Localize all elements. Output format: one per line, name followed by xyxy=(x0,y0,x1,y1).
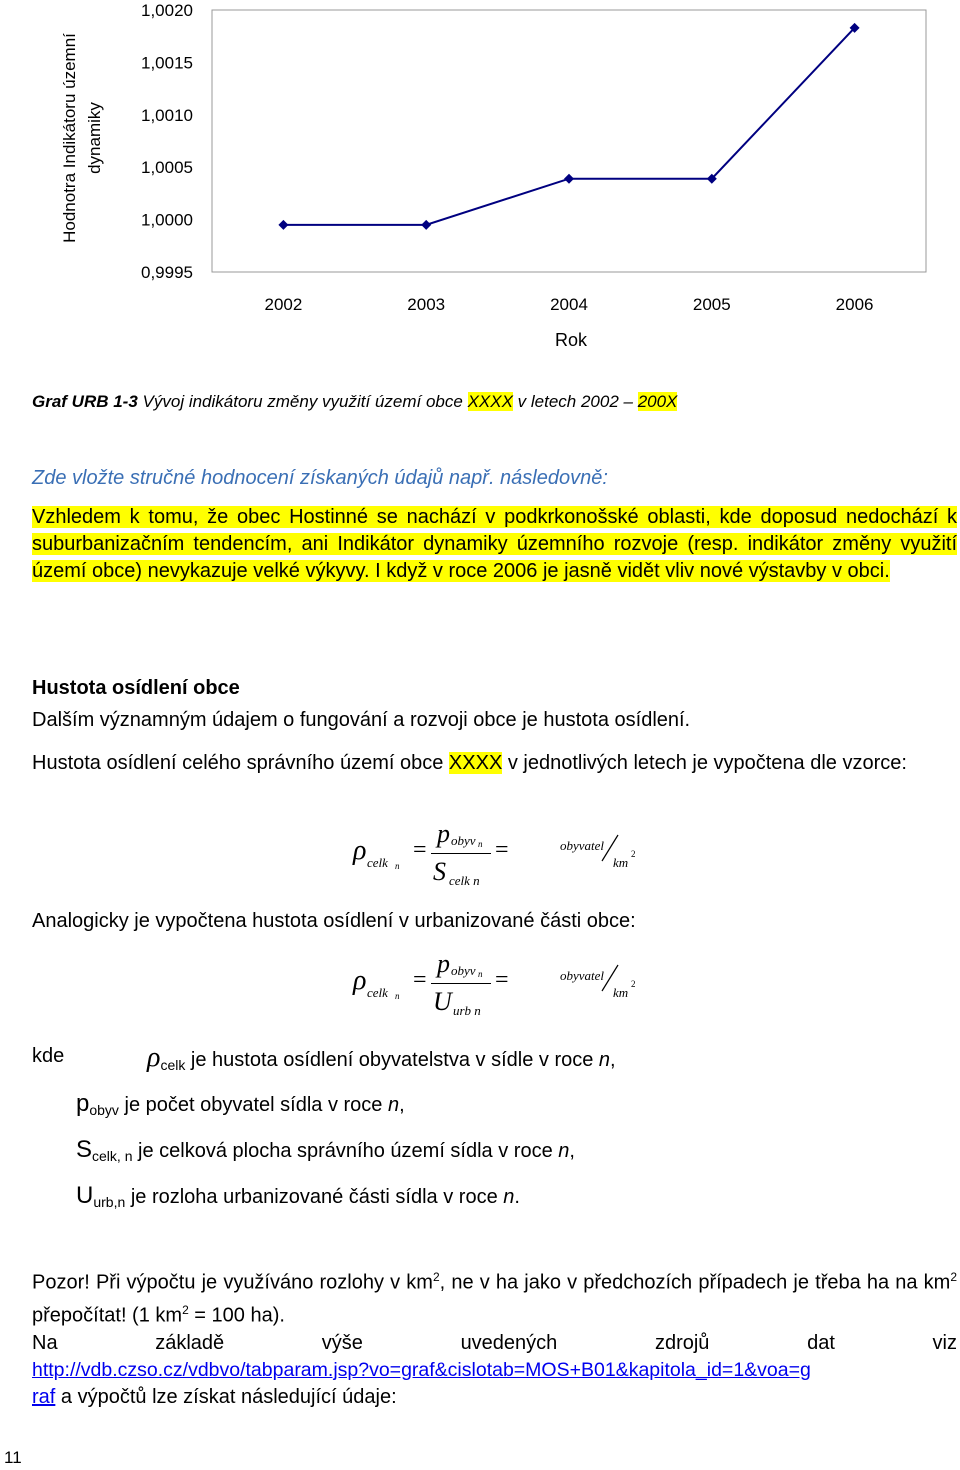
sources-word: dat xyxy=(807,1332,835,1354)
equals-sign: = xyxy=(413,837,427,863)
rho-subscript-n: n xyxy=(395,861,400,871)
series-line xyxy=(283,28,854,225)
numerator-subscript: obyv xyxy=(451,963,476,978)
rho-symbol: ρ xyxy=(353,965,367,996)
denominator-subscript: celk n xyxy=(449,873,480,888)
sources-word: Na xyxy=(32,1332,58,1354)
warning-sup-1: 2 xyxy=(432,1270,440,1284)
caption-placeholder-municipality: XXXX xyxy=(467,392,513,411)
unit-exponent: 2 xyxy=(631,849,636,859)
plot-area-border xyxy=(212,10,926,272)
urban-density-intro: Analogicky je vypočtena hustota osídlení v urbanizované části obce: xyxy=(32,910,636,932)
x-tick-label: 2002 xyxy=(264,295,303,314)
def-p-n: n xyxy=(387,1094,400,1116)
evaluation-text: Vzhledem k tomu, že obec Hostinné se nachází v podkrkonošské oblasti, kde doposud nedochází k suburbanizačním tendencím, ani Indikátor dynamiky územního rozvoje (resp. indikátor změny využití území obce) nevykazuje velké výkyvy. I když v roce 2006 je jasně vidět vliv nové výstavby v obci. xyxy=(32,506,957,582)
formula-intro-paragraph xyxy=(32,750,957,777)
def-u-symbol: U xyxy=(76,1182,94,1209)
unit-denominator: km xyxy=(613,855,629,870)
y-axis-label-line2: dynamiky xyxy=(85,102,104,174)
sources-word: základě xyxy=(155,1332,225,1354)
y-tick-label: 1,0015 xyxy=(141,53,193,73)
equals-sign-2: = xyxy=(495,967,509,993)
formula-urban-density xyxy=(345,945,685,1025)
def-p-subscript: obyv xyxy=(89,1102,119,1118)
def-u-n: n xyxy=(503,1186,515,1208)
numerator-symbol: p xyxy=(437,819,450,848)
y-axis-label-line1: Hodnotra Indikátoru územní xyxy=(60,33,79,243)
fraction-bar xyxy=(431,983,491,984)
def-s-n: n xyxy=(558,1140,570,1162)
placeholder-municipality: XXXX xyxy=(448,752,503,774)
unit-numerator: obyvatel xyxy=(560,838,605,853)
definitions-label: kde xyxy=(32,1045,65,1067)
caption-text-1: Vývoj indikátoru změny využití území obce xyxy=(137,392,468,411)
x-tick-label: 2004 xyxy=(550,295,588,314)
y-tick-label: 0,9995 xyxy=(141,263,193,282)
def-p-symbol: p xyxy=(76,1090,90,1117)
def-rho-text: je hustota osídlení obyvatelstva v sídle v roce xyxy=(185,1049,599,1071)
x-tick-label: 2005 xyxy=(692,295,731,314)
unit-exponent: 2 xyxy=(631,979,636,989)
formula-total-density xyxy=(345,815,685,895)
section-heading: Hustota osídlení obce xyxy=(32,677,240,699)
rho-subscript: celk xyxy=(367,985,388,1000)
def-rho-n: n xyxy=(598,1049,611,1071)
y-tick-label: 1,0020 xyxy=(141,1,193,20)
sources-tail-line xyxy=(32,1384,957,1411)
numerator-subscript-n: n xyxy=(478,839,483,849)
definition-urban-area: $U_{urb,n}$ je rozloha urbanizované části sídla v roce n. xyxy=(76,1182,520,1210)
sources-link-line xyxy=(32,1357,957,1384)
y-tick-label: 1,0005 xyxy=(141,158,193,178)
evaluation-paragraph xyxy=(32,504,957,585)
y-tick-label: 1,0010 xyxy=(141,105,193,125)
formula-intro-text-1: Hustota osídlení celého správního území obce xyxy=(32,752,449,774)
def-s-text: je celková plocha správního území sídla v roce xyxy=(132,1140,559,1162)
x-axis-label: Rok xyxy=(554,330,588,350)
def-rho-subscript: celk xyxy=(160,1057,186,1073)
czso-link[interactable]: http://vdb.czso.cz/vdbvo/tabparam.jsp?vo=graf&cislotab=MOS+B01&kapitola_id=1&voa=g xyxy=(32,1359,811,1381)
sources-word: uvedených xyxy=(460,1332,558,1354)
definition-rho: $\rho_{celk}$ je hustota osídlení obyvatelstva v sídle v roce n, xyxy=(147,1042,616,1073)
warning-text-4: = 100 ha). xyxy=(188,1304,285,1327)
numerator-symbol: p xyxy=(437,949,450,978)
def-s-subscript: celk, n xyxy=(92,1148,133,1164)
density-indicator-chart xyxy=(0,0,960,360)
def-p-text: je počet obyvatel sídla v roce xyxy=(118,1094,388,1116)
denominator-subscript: urb n xyxy=(453,1003,481,1018)
unit-denominator: km xyxy=(613,985,629,1000)
definition-population: $p_{obyv}$ je počet obyvatel sídla v roce n, xyxy=(76,1090,405,1118)
numerator-subscript: obyv xyxy=(451,833,476,848)
warning-sup-2: 2 xyxy=(950,1270,957,1284)
czso-link-continuation[interactable]: raf xyxy=(32,1386,56,1408)
data-point-marker xyxy=(564,174,574,184)
instruction-hint: Zde vložte stručné hodnocení získaných údajů např. následovně: xyxy=(32,467,608,489)
rho-symbol: ρ xyxy=(353,835,367,866)
definition-total-area: $S_{celk, n}$ je celková plocha správního území sídla v roce n, xyxy=(76,1136,575,1164)
equals-sign-2: = xyxy=(495,837,509,863)
chart-caption xyxy=(32,392,677,412)
caption-placeholder-year: 200X xyxy=(637,392,678,411)
def-rho-symbol: ρ xyxy=(147,1042,161,1073)
warning-text-2: , ne v ha jako v předchozích případech je třeba ha na km xyxy=(439,1271,951,1294)
caption-label: Graf URB 1-3 xyxy=(32,392,138,411)
x-tick-label: 2006 xyxy=(835,295,874,314)
fraction-bar xyxy=(431,853,491,854)
formula-intro-text-2: v jednotlivých letech je vypočtena dle vzorce: xyxy=(502,752,907,774)
sources-word: viz xyxy=(932,1332,957,1354)
def-u-subscript: urb,n xyxy=(93,1194,126,1210)
numerator-subscript-n: n xyxy=(478,969,483,979)
unit-numerator: obyvatel xyxy=(560,968,605,983)
x-tick-label: 2003 xyxy=(407,295,446,314)
def-u-text: je rozloha urbanizované části sídla v roce xyxy=(125,1186,504,1208)
warning-text-1: Pozor! Při výpočtu je využíváno rozlohy v km xyxy=(32,1271,433,1294)
rho-subscript-n: n xyxy=(395,991,400,1001)
y-tick-label: 1,0000 xyxy=(141,210,193,230)
warning-paragraph xyxy=(32,1264,957,1329)
caption-text-2: v letech 2002 – xyxy=(512,392,638,411)
sources-word: výše xyxy=(321,1332,363,1354)
data-point-marker xyxy=(421,220,431,230)
data-point-marker xyxy=(278,220,288,230)
intro-paragraph: Dalším významným údajem o fungování a rozvoji obce je hustota osídlení. xyxy=(32,709,691,731)
warning-text-3: přepočítat! (1 km xyxy=(32,1304,183,1327)
sources-word: zdrojů xyxy=(654,1332,710,1354)
sources-tail-text: a výpočtů lze získat následující údaje: xyxy=(55,1386,397,1408)
def-s-symbol: S xyxy=(76,1136,93,1163)
page-number: 11 xyxy=(4,1448,22,1467)
equals-sign: = xyxy=(413,967,427,993)
rho-subscript: celk xyxy=(367,855,388,870)
denominator-symbol: S xyxy=(433,857,446,886)
denominator-symbol: U xyxy=(433,987,452,1016)
sources-line-1 xyxy=(32,1330,957,1357)
warning-sup-3: 2 xyxy=(182,1302,189,1317)
